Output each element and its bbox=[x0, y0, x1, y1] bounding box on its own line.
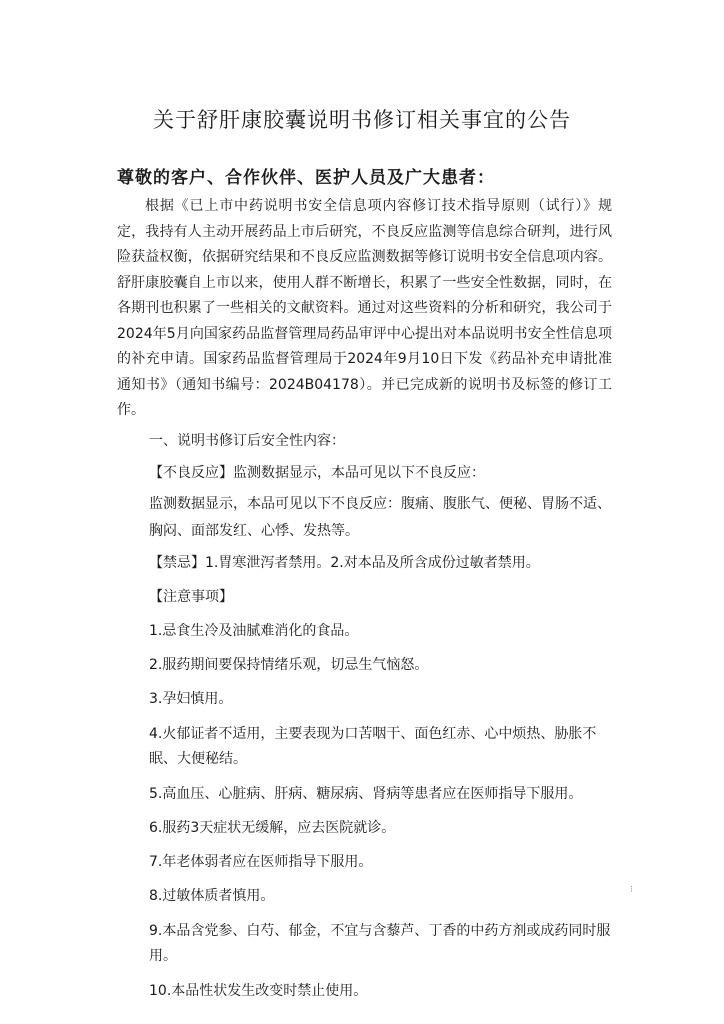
precaution-item: 9.本品含党参、白芍、郁金，不宜与含藜芦、丁香的中药方剂或成药同时服用。 bbox=[149, 923, 611, 964]
precaution-item: 8.过敏体质者慎用。 bbox=[149, 888, 275, 904]
intro-paragraph: 根据《已上市中药说明书安全信息项内容修订技术指导原则（试行）》规定，我持有人主动开展药品上市后研究，不良反应监测等信息综合研判，进行风险获益权衡，依据研究结果和不良反应监测数据等修订说明书安全信息项内容。舒肝康胶囊自上市以来，使用人群不断增长，积累了一些安全性数据，同时，在各期刊也积累了一些相关的文献资料。通过对这些资料的分析和研究，我公司于2024年5月向国家药品监督管理局药品审评中心提出对本品说明书安全性信息项的补充申请。国家药品监督管理局于2024年9月10日下发《药品补充申请批准通知书》（通知书编号：2024B04178）。并已完成新的说明书及标签的修订工作。 bbox=[117, 198, 612, 418]
precaution-item: 2.服药期间要保持情绪乐观，切忌生气恼怒。 bbox=[149, 657, 429, 673]
precaution-item: 7.年老体弱者应在医师指导下服用。 bbox=[149, 854, 373, 870]
section-heading: 一、说明书修订后安全性内容： bbox=[149, 433, 345, 449]
precautions-heading: 【注意事项】 bbox=[149, 589, 233, 605]
adverse-reaction-tag: 【不良反应】监测数据显示，本品可见以下不良反应： bbox=[149, 465, 485, 481]
precaution-item: 10.本品性状发生改变时禁止使用。 bbox=[149, 983, 368, 999]
precaution-item: 6.服药3天症状无缓解，应去医院就诊。 bbox=[149, 820, 396, 836]
salutation: 尊敬的客户、合作伙伴、医护人员及广大患者： bbox=[117, 168, 495, 188]
contraindication: 【禁忌】1.胃寒泄泻者禁用。2.对本品及所含成份过敏者禁用。 bbox=[149, 555, 540, 571]
scan-mark: ⁝ bbox=[630, 885, 633, 895]
precaution-item: 4.火郁证者不适用，主要表现为口苦咽干、面色红赤、心中烦热、胁胀不眠、大便秘结。 bbox=[149, 726, 597, 767]
adverse-reaction-text: 监测数据显示，本品可见以下不良反应：腹痛、腹胀气、便秘、胃肠不适、胸闷、面部发红、心悸、发热等。 bbox=[149, 496, 611, 539]
precaution-item: 5.高血压、心脏病、肝病、糖尿病、肾病等患者应在医师指导下服用。 bbox=[149, 786, 583, 802]
safety-section bbox=[117, 430, 612, 1014]
precaution-item: 1.忌食生冷及油腻难消化的食品。 bbox=[149, 623, 359, 639]
precaution-item: 3.孕妇慎用。 bbox=[149, 691, 233, 707]
page-title: 关于舒肝康胶囊说明书修订相关事宜的公告 bbox=[153, 108, 571, 132]
